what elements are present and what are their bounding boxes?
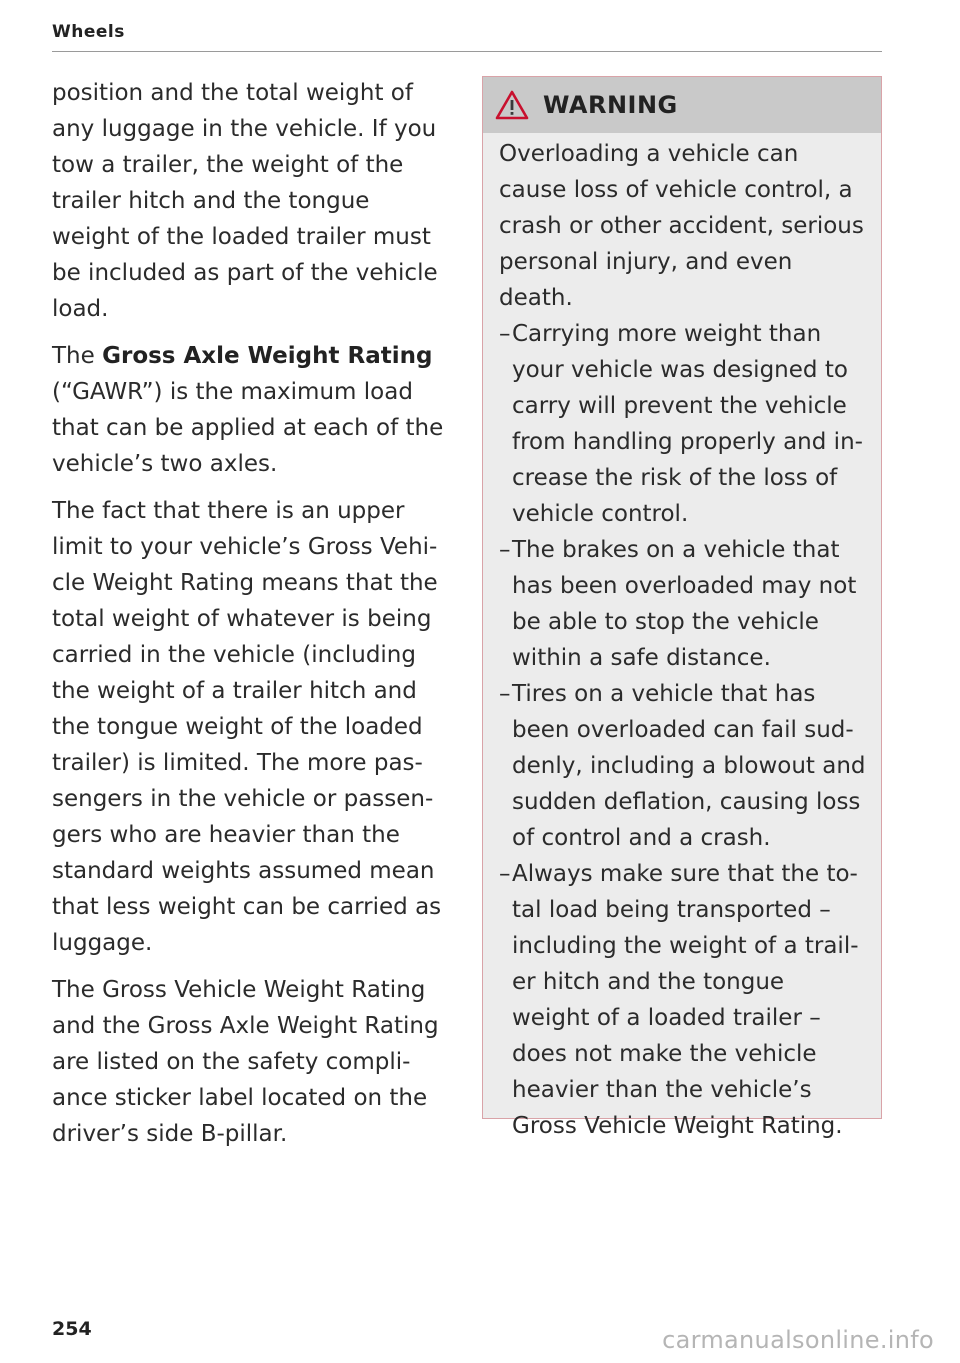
header-divider xyxy=(52,51,882,52)
watermark: carmanualsonline.info xyxy=(662,1326,934,1354)
warning-header xyxy=(483,77,881,133)
warning-item-text: Always make sure that the total load being transported – including the weight of a trailer hitch and the tongue weight of a loaded trailer – does not make the vehicle heavier than the vehicle’s Gross Vehicle Weight Rating. xyxy=(512,861,859,1139)
paragraph-sticker-location: The Gross Vehicle Weight Rating and the Gross Axle Weight Rating are listed on the safety compliance sticker label located on the driver’s side B-pillar. xyxy=(52,977,439,1147)
warning-item-text: Tires on a vehicle that has been overloaded can fail suddenly, including a blowout and sudden deflation, causing loss of control and a crash. xyxy=(512,681,866,851)
warning-item xyxy=(499,676,867,856)
paragraph-gawr xyxy=(52,338,452,482)
warning-item xyxy=(499,856,867,1144)
warning-item-text: The brakes on a vehicle that has been overloaded may not be able to stop the vehicle within a safe distance. xyxy=(512,537,857,671)
bullet-dash: – xyxy=(499,321,511,347)
left-column xyxy=(52,75,452,1163)
gawr-prefix: The xyxy=(52,343,103,369)
section-title: Wheels xyxy=(52,22,125,42)
bullet-dash: – xyxy=(499,681,511,707)
warning-item xyxy=(499,316,867,532)
warning-list xyxy=(499,316,867,1144)
gawr-definition: (“GAWR”) is the maximum load that can be applied at each of the vehicle’s two axles. xyxy=(52,379,444,477)
warning-intro: Overloading a vehicle can cause loss of vehicle control, a crash or other accident, serious personal injury, and even death. xyxy=(499,141,864,311)
paragraph-weight-limit: The fact that there is an upper limit to your vehicle’s Gross Vehicle Weight Rating means that the total weight of whatever is being carried in the vehicle (including the weight of a trailer hitch and the tongue weight of the loaded trailer) is limited. The more passengers in the vehicle or passengers who are heavier than the standard weights assumed mean that less weight can be carried as luggage. xyxy=(52,498,442,956)
gawr-term: Gross Axle Weight Rating xyxy=(102,343,433,369)
warning-box xyxy=(482,76,882,1139)
warning-triangle-icon xyxy=(495,90,529,120)
warning-item-text: Carrying more weight than your vehicle was designed to carry will prevent the vehicle from handling properly and increase the risk of the loss of vehicle control. xyxy=(512,321,863,527)
warning-title: WARNING xyxy=(543,91,678,119)
bullet-dash: – xyxy=(499,861,511,887)
warning-body xyxy=(483,133,881,1144)
paragraph-vehicle-load: position and the total weight of any luggage in the vehicle. If you tow a trailer, the weight of the trailer hitch and the tongue weight of the loaded trailer must be included as part of the vehicle load. xyxy=(52,80,438,322)
bullet-dash: – xyxy=(499,537,511,563)
page-number: 254 xyxy=(52,1318,92,1340)
warning-item xyxy=(499,532,867,676)
